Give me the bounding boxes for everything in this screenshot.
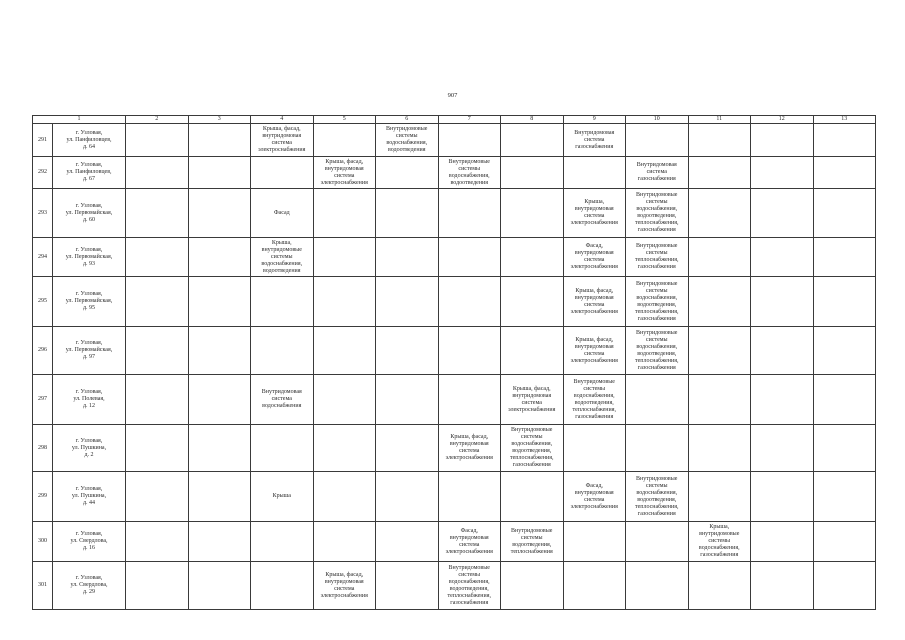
- work-cell-col-11: [688, 189, 751, 238]
- work-cell-col-4: [251, 157, 314, 189]
- work-cell-col-11: [688, 425, 751, 472]
- work-cell-col-2: [126, 238, 189, 277]
- work-cell-col-12: [751, 425, 814, 472]
- address-cell: [53, 238, 126, 277]
- address-cell: [53, 562, 126, 610]
- table-row: [33, 189, 876, 238]
- work-cell-col-2: [126, 157, 189, 189]
- address-street: ул. Первомайская,: [65, 298, 113, 304]
- work-cell-col-2: [126, 189, 189, 238]
- work-cell-col-2: [126, 472, 189, 522]
- address-house: д. 16: [82, 545, 96, 551]
- header-cell-7: 7: [438, 116, 501, 124]
- work-cell-col-12: [751, 375, 814, 425]
- work-cell-col-7: Внутридомовые системы водоснабжения, водоотведения: [438, 157, 501, 189]
- work-cell-col-13: [813, 277, 876, 327]
- work-cell-col-3: [188, 238, 251, 277]
- row-number: 301: [33, 562, 53, 610]
- row-number: 300: [33, 522, 53, 562]
- work-cell-col-3: [188, 522, 251, 562]
- row-number: 299: [33, 472, 53, 522]
- row-number: 291: [33, 124, 53, 157]
- work-cell-col-5: [313, 124, 376, 157]
- work-cell-col-4: Крыша, внутридомовые системы водоснабжения, водоотведения: [251, 238, 314, 277]
- address-city: г. Узловая,: [75, 389, 103, 395]
- header-cell-4: 4: [251, 116, 314, 124]
- header-cell-5: 5: [313, 116, 376, 124]
- table-row: [33, 238, 876, 277]
- work-cell-col-8: [501, 157, 564, 189]
- work-cell-col-5: [313, 472, 376, 522]
- header-cell-12: 12: [751, 116, 814, 124]
- address-cell: [53, 522, 126, 562]
- work-cell-col-2: [126, 124, 189, 157]
- work-cell-col-7: Фасад, внутридомовая система электроснабжения: [438, 522, 501, 562]
- work-cell-col-5: [313, 375, 376, 425]
- work-cell-col-4: [251, 562, 314, 610]
- work-cell-col-11: [688, 375, 751, 425]
- work-cell-col-9: [563, 425, 626, 472]
- table-row: [33, 277, 876, 327]
- work-cell-col-13: [813, 124, 876, 157]
- work-cell-col-5: [313, 522, 376, 562]
- work-cell-col-13: [813, 522, 876, 562]
- work-cell-col-11: [688, 157, 751, 189]
- row-number: 295: [33, 277, 53, 327]
- repair-schedule-table: [32, 115, 876, 610]
- row-number: 292: [33, 157, 53, 189]
- address-street: ул. Полевая,: [73, 396, 105, 402]
- address-house: д. 29: [82, 589, 96, 595]
- table-row: [33, 157, 876, 189]
- table-row: [33, 425, 876, 472]
- work-cell-col-8: [501, 124, 564, 157]
- work-cell-col-3: [188, 124, 251, 157]
- address-city: г. Узловая,: [75, 202, 103, 209]
- address-street: ул. Первомайская,: [65, 209, 113, 216]
- work-cell-col-8: Внутридомовые системы водоснабжения, водоотведения, теплоснабжения, газоснабжения: [501, 425, 564, 472]
- work-cell-col-6: Внутридомовые системы водоснабжения, водоотведения: [376, 124, 439, 157]
- work-cell-col-10: Внутридомовые системы водоснабжения, водоотведения, теплоснабжения, газоснабжения: [626, 327, 689, 375]
- work-cell-col-5: [313, 189, 376, 238]
- work-cell-col-6: [376, 277, 439, 327]
- page-number: 907: [447, 92, 458, 99]
- work-cell-col-8: [501, 472, 564, 522]
- work-cell-col-3: [188, 277, 251, 327]
- header-row: [33, 116, 876, 124]
- work-cell-col-9: [563, 562, 626, 610]
- address-city: г. Узловая,: [75, 246, 103, 253]
- address-cell: [53, 472, 126, 522]
- address-house: д. 95: [82, 305, 96, 311]
- work-cell-col-10: Внутридомовые системы водоснабжения, водоотведения, теплоснабжения, газоснабжения: [626, 472, 689, 522]
- work-cell-col-4: Фасад: [251, 189, 314, 238]
- address-city: г. Узловая,: [75, 129, 103, 136]
- address-house: д. 67: [82, 176, 96, 182]
- work-cell-col-7: Внутридомовые системы водоснабжения, водоотведения, теплоснабжения, газоснабжения: [438, 562, 501, 610]
- work-cell-col-2: [126, 562, 189, 610]
- work-cell-col-3: [188, 189, 251, 238]
- address-cell: [53, 277, 126, 327]
- work-cell-col-4: Внутридомовая система водоснабжения: [251, 375, 314, 425]
- work-cell-col-7: [438, 327, 501, 375]
- work-cell-col-3: [188, 562, 251, 610]
- work-cell-col-13: [813, 189, 876, 238]
- work-cell-col-7: [438, 375, 501, 425]
- address-street: ул. Свердлова,: [70, 538, 108, 544]
- work-cell-col-12: [751, 238, 814, 277]
- work-cell-col-10: Внутридомовая система газоснабжения: [626, 157, 689, 189]
- work-cell-col-11: [688, 472, 751, 522]
- address-cell: [53, 124, 126, 157]
- table-row: [33, 327, 876, 375]
- work-cell-col-10: Внутридомовые системы теплоснабжения, газоснабжения: [626, 238, 689, 277]
- work-cell-col-8: [501, 238, 564, 277]
- work-cell-col-6: [376, 562, 439, 610]
- row-number: 297: [33, 375, 53, 425]
- work-cell-col-5: [313, 425, 376, 472]
- table-row: [33, 375, 876, 425]
- work-cell-col-11: Крыша, внутридомовые системы водоснабжения, газоснабжения: [688, 522, 751, 562]
- header-cell-10: 10: [626, 116, 689, 124]
- work-cell-col-12: [751, 189, 814, 238]
- work-cell-col-6: [376, 472, 439, 522]
- work-cell-col-5: [313, 327, 376, 375]
- address-cell: [53, 425, 126, 472]
- address-street: ул. Первомайская,: [65, 253, 113, 260]
- work-cell-col-13: [813, 375, 876, 425]
- row-number: 296: [33, 327, 53, 375]
- work-cell-col-8: Крыша, фасад, внутридомовая система электроснабжения: [501, 375, 564, 425]
- address-street: ул. Пушкина,: [71, 444, 107, 451]
- work-cell-col-11: [688, 238, 751, 277]
- work-cell-col-8: [501, 189, 564, 238]
- address-street: ул. Панфиловцев,: [66, 136, 112, 143]
- work-cell-col-10: [626, 425, 689, 472]
- work-cell-col-5: Крыша, фасад, внутридомовая система электроснабжения: [313, 157, 376, 189]
- work-cell-col-11: [688, 277, 751, 327]
- work-cell-col-12: [751, 562, 814, 610]
- table-row: [33, 522, 876, 562]
- address-city: г. Узловая,: [75, 575, 103, 581]
- work-cell-col-12: [751, 522, 814, 562]
- work-cell-col-9: Фасад, внутридомовая система электроснабжения: [563, 472, 626, 522]
- work-cell-col-9: [563, 157, 626, 189]
- address-city: г. Узловая,: [75, 162, 103, 168]
- work-cell-col-7: [438, 238, 501, 277]
- work-cell-col-8: [501, 562, 564, 610]
- work-cell-col-4: Крыша: [251, 472, 314, 522]
- work-cell-col-4: Крыша, фасад, внутридомовая система электроснабжения: [251, 124, 314, 157]
- table-row: [33, 124, 876, 157]
- work-cell-col-13: [813, 562, 876, 610]
- address-house: д. 44: [82, 500, 96, 506]
- work-cell-col-7: [438, 277, 501, 327]
- address-city: г. Узловая,: [75, 340, 103, 346]
- address-street: ул. Первомайская,: [65, 347, 113, 353]
- address-cell: [53, 157, 126, 189]
- address-house: д. 97: [82, 354, 96, 360]
- work-cell-col-2: [126, 375, 189, 425]
- work-cell-col-12: [751, 124, 814, 157]
- work-cell-col-13: [813, 157, 876, 189]
- work-cell-col-10: [626, 522, 689, 562]
- work-cell-col-4: [251, 327, 314, 375]
- work-cell-col-6: [376, 189, 439, 238]
- address-street: ул. Свердлова,: [70, 582, 108, 588]
- row-number: 294: [33, 238, 53, 277]
- work-cell-col-4: [251, 522, 314, 562]
- work-cell-col-6: [376, 425, 439, 472]
- table-row: [33, 562, 876, 610]
- address-street: ул. Пушкина,: [71, 493, 107, 499]
- address-cell: [53, 189, 126, 238]
- work-cell-col-9: Внутридомовая система газоснабжения: [563, 124, 626, 157]
- work-cell-col-9: [563, 522, 626, 562]
- work-cell-col-6: [376, 375, 439, 425]
- header-cell-3: 3: [188, 116, 251, 124]
- address-street: ул. Панфиловцев,: [66, 169, 112, 175]
- header-cell-9: 9: [563, 116, 626, 124]
- work-cell-col-5: Крыша, фасад, внутридомовая система электроснабжения: [313, 562, 376, 610]
- address-house: д. 60: [82, 216, 96, 223]
- work-cell-col-2: [126, 327, 189, 375]
- table-row: [33, 472, 876, 522]
- address-house: д. 2: [84, 451, 94, 458]
- work-cell-col-13: [813, 472, 876, 522]
- work-cell-col-9: Крыша, фасад, внутридомовая система электроснабжения: [563, 327, 626, 375]
- address-house: д. 64: [82, 143, 96, 150]
- address-city: г. Узловая,: [75, 486, 103, 492]
- work-cell-col-10: [626, 375, 689, 425]
- address-city: г. Узловая,: [75, 291, 103, 297]
- work-cell-col-5: [313, 238, 376, 277]
- work-cell-col-6: [376, 522, 439, 562]
- work-cell-col-12: [751, 472, 814, 522]
- work-cell-col-6: [376, 327, 439, 375]
- address-city: г. Узловая,: [75, 437, 103, 444]
- address-cell: [53, 327, 126, 375]
- header-cell-13: 13: [813, 116, 876, 124]
- address-city: г. Узловая,: [75, 531, 103, 537]
- work-cell-col-3: [188, 375, 251, 425]
- work-cell-col-10: Внутридомовые системы водоснабжения, водоотведения, теплоснабжения, газоснабжения: [626, 277, 689, 327]
- work-cell-col-8: [501, 327, 564, 375]
- work-cell-col-4: [251, 425, 314, 472]
- work-cell-col-9: Фасад, внутридомовая система электроснабжения: [563, 238, 626, 277]
- work-cell-col-13: [813, 425, 876, 472]
- work-cell-col-13: [813, 238, 876, 277]
- work-cell-col-2: [126, 425, 189, 472]
- work-cell-col-7: [438, 124, 501, 157]
- work-cell-col-9: Крыша, внутридомовая система электроснабжения: [563, 189, 626, 238]
- work-cell-col-7: [438, 189, 501, 238]
- work-cell-col-6: [376, 238, 439, 277]
- address-house: д. 93: [82, 260, 96, 267]
- work-cell-col-13: [813, 327, 876, 375]
- work-cell-col-7: Крыша, фасад, внутридомовая система электроснабжения: [438, 425, 501, 472]
- header-cell-1: 1: [33, 116, 126, 124]
- work-cell-col-11: [688, 327, 751, 375]
- work-cell-col-10: [626, 124, 689, 157]
- header-cell-2: 2: [126, 116, 189, 124]
- work-cell-col-3: [188, 472, 251, 522]
- header-cell-11: 11: [688, 116, 751, 124]
- work-cell-col-11: [688, 562, 751, 610]
- address-house: д. 12: [82, 403, 96, 409]
- header-cell-8: 8: [501, 116, 564, 124]
- work-cell-col-10: [626, 562, 689, 610]
- work-cell-col-9: Крыша, фасад, внутридомовая система электроснабжения: [563, 277, 626, 327]
- work-cell-col-12: [751, 277, 814, 327]
- row-number: 293: [33, 189, 53, 238]
- row-number: 298: [33, 425, 53, 472]
- work-cell-col-10: Внутридомовые системы водоснабжения, водоотведения, теплоснабжения, газоснабжения: [626, 189, 689, 238]
- work-cell-col-5: [313, 277, 376, 327]
- work-cell-col-12: [751, 157, 814, 189]
- work-cell-col-3: [188, 425, 251, 472]
- work-cell-col-4: [251, 277, 314, 327]
- table-header: [33, 116, 876, 124]
- work-cell-col-2: [126, 522, 189, 562]
- work-cell-col-3: [188, 157, 251, 189]
- work-cell-col-7: [438, 472, 501, 522]
- work-cell-col-8: [501, 277, 564, 327]
- work-cell-col-3: [188, 327, 251, 375]
- work-cell-col-11: [688, 124, 751, 157]
- work-cell-col-6: [376, 157, 439, 189]
- work-cell-col-2: [126, 277, 189, 327]
- work-cell-col-8: Внутридомовые системы водоотведения, теплоснабжения: [501, 522, 564, 562]
- table-body: [33, 124, 876, 610]
- work-cell-col-9: Внутридомовые системы водоснабжения, водоотведения, теплоснабжения, газоснабжения: [563, 375, 626, 425]
- header-cell-6: 6: [376, 116, 439, 124]
- work-cell-col-12: [751, 327, 814, 375]
- address-cell: [53, 375, 126, 425]
